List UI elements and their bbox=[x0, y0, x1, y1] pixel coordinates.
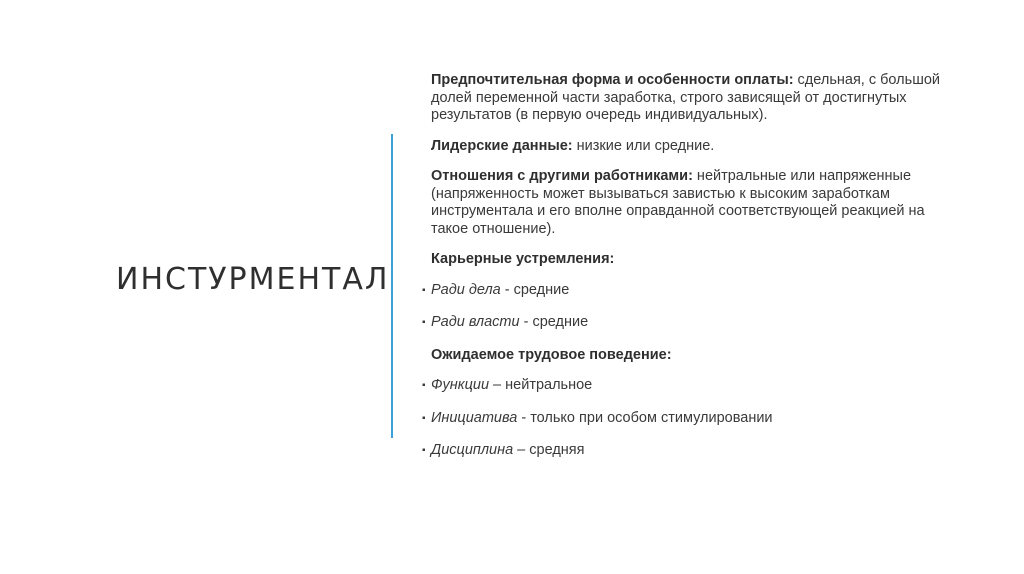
vertical-divider bbox=[391, 134, 393, 438]
relations-heading: Отношения с другими работниками: bbox=[431, 168, 693, 184]
list-item-sep: – bbox=[489, 377, 506, 393]
list-item-sep: – bbox=[513, 442, 530, 458]
leadership-heading: Лидерские данные: bbox=[431, 137, 573, 154]
slide-title: ИНСТУРМЕНТАЛ bbox=[116, 262, 390, 297]
behavior-heading-paragraph bbox=[420, 347, 940, 365]
payment-paragraph bbox=[420, 72, 940, 125]
list-item-sep: - bbox=[500, 281, 514, 298]
list-item-term: Ради дела bbox=[431, 281, 501, 298]
bullet-icon: ▪ bbox=[422, 412, 426, 424]
list-item-value: нейтральное bbox=[505, 377, 593, 393]
leadership-paragraph bbox=[420, 138, 940, 156]
bullet-icon: ▪ bbox=[422, 380, 426, 391]
list-item bbox=[420, 442, 940, 460]
list-item-value: средние bbox=[513, 281, 570, 298]
list-item-term: Дисциплина bbox=[431, 442, 514, 458]
list-item bbox=[420, 377, 940, 395]
payment-heading: Предпочтительная форма и особенности оплаты: bbox=[431, 72, 794, 88]
list-item-term: Ради власти bbox=[431, 314, 520, 330]
behavior-heading: Ожидаемое трудовое поведение: bbox=[431, 346, 672, 363]
bullet-icon: ▪ bbox=[422, 284, 426, 296]
list-item bbox=[420, 282, 940, 300]
leadership-text: низкие или средние. bbox=[572, 137, 715, 154]
list-item bbox=[420, 314, 940, 332]
content-block bbox=[420, 72, 940, 475]
relations-paragraph bbox=[420, 168, 940, 238]
list-item-term: Инициатива bbox=[431, 409, 518, 426]
payment-text: сдельная, с большой долей переменной части заработка, строго зависящей от достигнутых результатов (в первую очередь индивидуальных). bbox=[431, 72, 940, 123]
list-item-value: средние bbox=[532, 314, 589, 330]
list-item-term: Функции bbox=[431, 377, 490, 393]
list-item-sep: - bbox=[517, 409, 531, 426]
bullet-icon: ▪ bbox=[422, 317, 426, 328]
list-item-sep: - bbox=[519, 314, 533, 330]
relations-text: нейтральные или напряженные (напряженность может вызываться завистью к высоким заработкам инструментала и его вполне оправданной соответствующей реакцией на такое отношение). bbox=[431, 168, 925, 237]
career-heading-paragraph bbox=[420, 251, 940, 269]
bullet-icon: ▪ bbox=[422, 445, 426, 456]
list-item-value: средняя bbox=[529, 442, 585, 458]
list-item bbox=[420, 410, 940, 428]
career-heading: Карьерные устремления: bbox=[431, 251, 615, 267]
list-item-value: только при особом стимулировании bbox=[530, 409, 773, 426]
